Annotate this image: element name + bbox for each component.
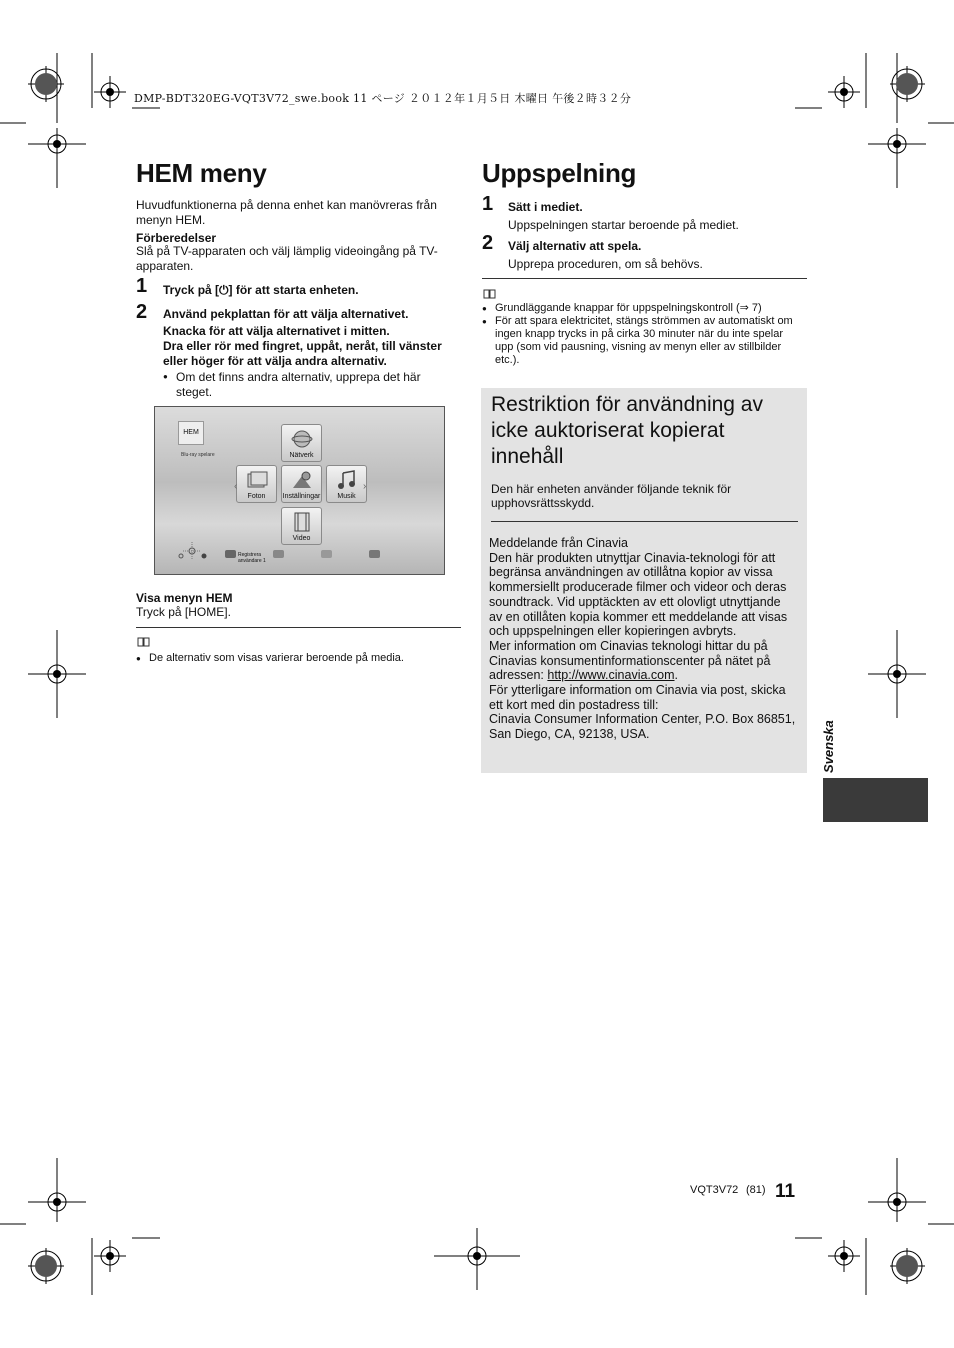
step-text: Dra eller rör med fingret, uppåt, neråt, till vänster eller höger för att välja andra alternativ. [163, 339, 442, 368]
home-menu-screenshot [154, 406, 445, 575]
tile-music[interactable] [326, 465, 367, 503]
step-text: Uppspelningen startar beroende på mediet. [508, 218, 739, 232]
cinavia-info-text: Mer information om Cinavias teknologi hittar du på Cinavias konsumentinformationscenter på nätet på adressen: [489, 638, 771, 683]
tile-label: Nätverk [289, 452, 314, 459]
tile-network[interactable] [281, 424, 322, 462]
red-button-icon [225, 550, 236, 558]
hem-meny-title: HEM meny [136, 158, 267, 188]
hem-intro-text: Huvudfunktionerna på denna enhet kan manövreras från menyn HEM. [136, 198, 437, 227]
hem-label: HEM [178, 421, 204, 445]
step-text: Knacka för att välja alternativet i mitten. [163, 324, 390, 338]
file-header-line: DMP-BDT320EG-VQT3V72_swe.book 11 ページ ２０１２年１月５日 木曜日 午後２時３２分 [134, 92, 632, 105]
restriction-intro: Den här enheten använder följande teknik för upphovsrättsskydd. [491, 482, 732, 510]
step-number: 1 [482, 193, 494, 215]
cinavia-paragraph: Den här produkten utnyttjar Cinavia-teknologi för att begränsa användningen av otillåtna kopior av vissa kommersiellt producerade filmer och videor och deras soundtrack. Vid upptäckten av ett olovligt utnyttjande av en otillåten kopia kommer ett meddelande att visas och uppspelningen eller kopieringen avbryts. [489, 550, 788, 639]
step-title: Sätt i mediet. [508, 200, 583, 214]
page-number: 11 [775, 1181, 796, 1202]
green-button-icon [273, 550, 284, 558]
blue-button-icon [369, 550, 380, 558]
book-icon [483, 289, 496, 299]
cinavia-link[interactable]: http://www.cinavia.com [547, 668, 675, 683]
step-text: Använd pekplattan för att välja alternativet. [163, 307, 409, 321]
cinavia-paragraph: För ytterligare information om Cinavia via post, skicka ett kort med din postadress till: [489, 683, 786, 712]
footer-code: VQT3V72 [690, 1184, 739, 1196]
arrow-left-icon: ‹ [234, 481, 238, 492]
yellow-button-icon [321, 550, 332, 558]
footer-code-page: (81) [746, 1184, 766, 1196]
device-label: Blu-ray spelare [181, 452, 215, 458]
globe-icon [291, 429, 313, 449]
step-text: Upprepa proceduren, om så behövs. [508, 257, 703, 271]
tools-icon [291, 470, 313, 490]
music-note-icon [336, 470, 358, 490]
tile-label: Musik [337, 493, 356, 500]
cinavia-address: Cinavia Consumer Information Center, P.O. Box 86851, San Diego, CA, 92138, USA. [489, 712, 796, 742]
photos-icon [246, 470, 268, 490]
step-text: Tryck på [⏻] för att starta enheten. [163, 283, 359, 297]
note-bullet: ● De alternativ som visas varierar beroende på media. [136, 652, 469, 665]
restriction-box [481, 388, 807, 773]
prep-heading: Förberedelser [136, 231, 217, 245]
step-bullet: ● Om det finns andra alternativ, upprepa det här steget. [163, 370, 446, 399]
step-number: 2 [482, 232, 494, 254]
restriction-title: Restriktion för användning av icke auktoriserat kopierat innehåll [491, 393, 763, 468]
tile-label: Foton [247, 493, 266, 500]
touchpad-icon [177, 540, 207, 562]
note-bullet: ● Grundläggande knappar för uppspelningskontroll (⇒ 7) [482, 302, 804, 315]
step-number: 2 [136, 301, 148, 323]
note-bullet: ● För att spara elektricitet, stängs strömmen av automatiskt om ingen knapp trycks in på cirka 30 minuter när du inte spelar upp (som vid pausning, visning av menyn eller av stillbilder etc.). [482, 315, 804, 367]
tile-label: Video [292, 535, 311, 542]
tile-photos[interactable] [236, 465, 277, 503]
film-icon [291, 512, 313, 532]
language-side-label: Svenska [821, 720, 836, 773]
show-menu-text: Tryck på [HOME]. [136, 605, 231, 619]
register-label: Registrera användare 1 [238, 552, 266, 564]
cinavia-info-paragraph [489, 639, 797, 683]
cinavia-heading: Meddelande från Cinavia [489, 536, 628, 550]
tile-settings[interactable] [281, 465, 322, 503]
cinavia-info-end: . [674, 668, 678, 683]
language-tab-block [823, 778, 928, 822]
uppspelning-title: Uppspelning [482, 158, 637, 188]
prep-text: Slå på TV-apparaten och välj lämplig videoingång på TV-apparaten. [136, 244, 438, 273]
step-number: 1 [136, 275, 148, 297]
tile-label: Inställningar [282, 493, 321, 500]
show-menu-heading: Visa menyn HEM [136, 591, 233, 605]
tile-video[interactable] [281, 507, 322, 545]
book-icon [137, 637, 150, 647]
step-title: Välj alternativ att spela. [508, 239, 642, 253]
arrow-right-icon: › [363, 481, 367, 492]
